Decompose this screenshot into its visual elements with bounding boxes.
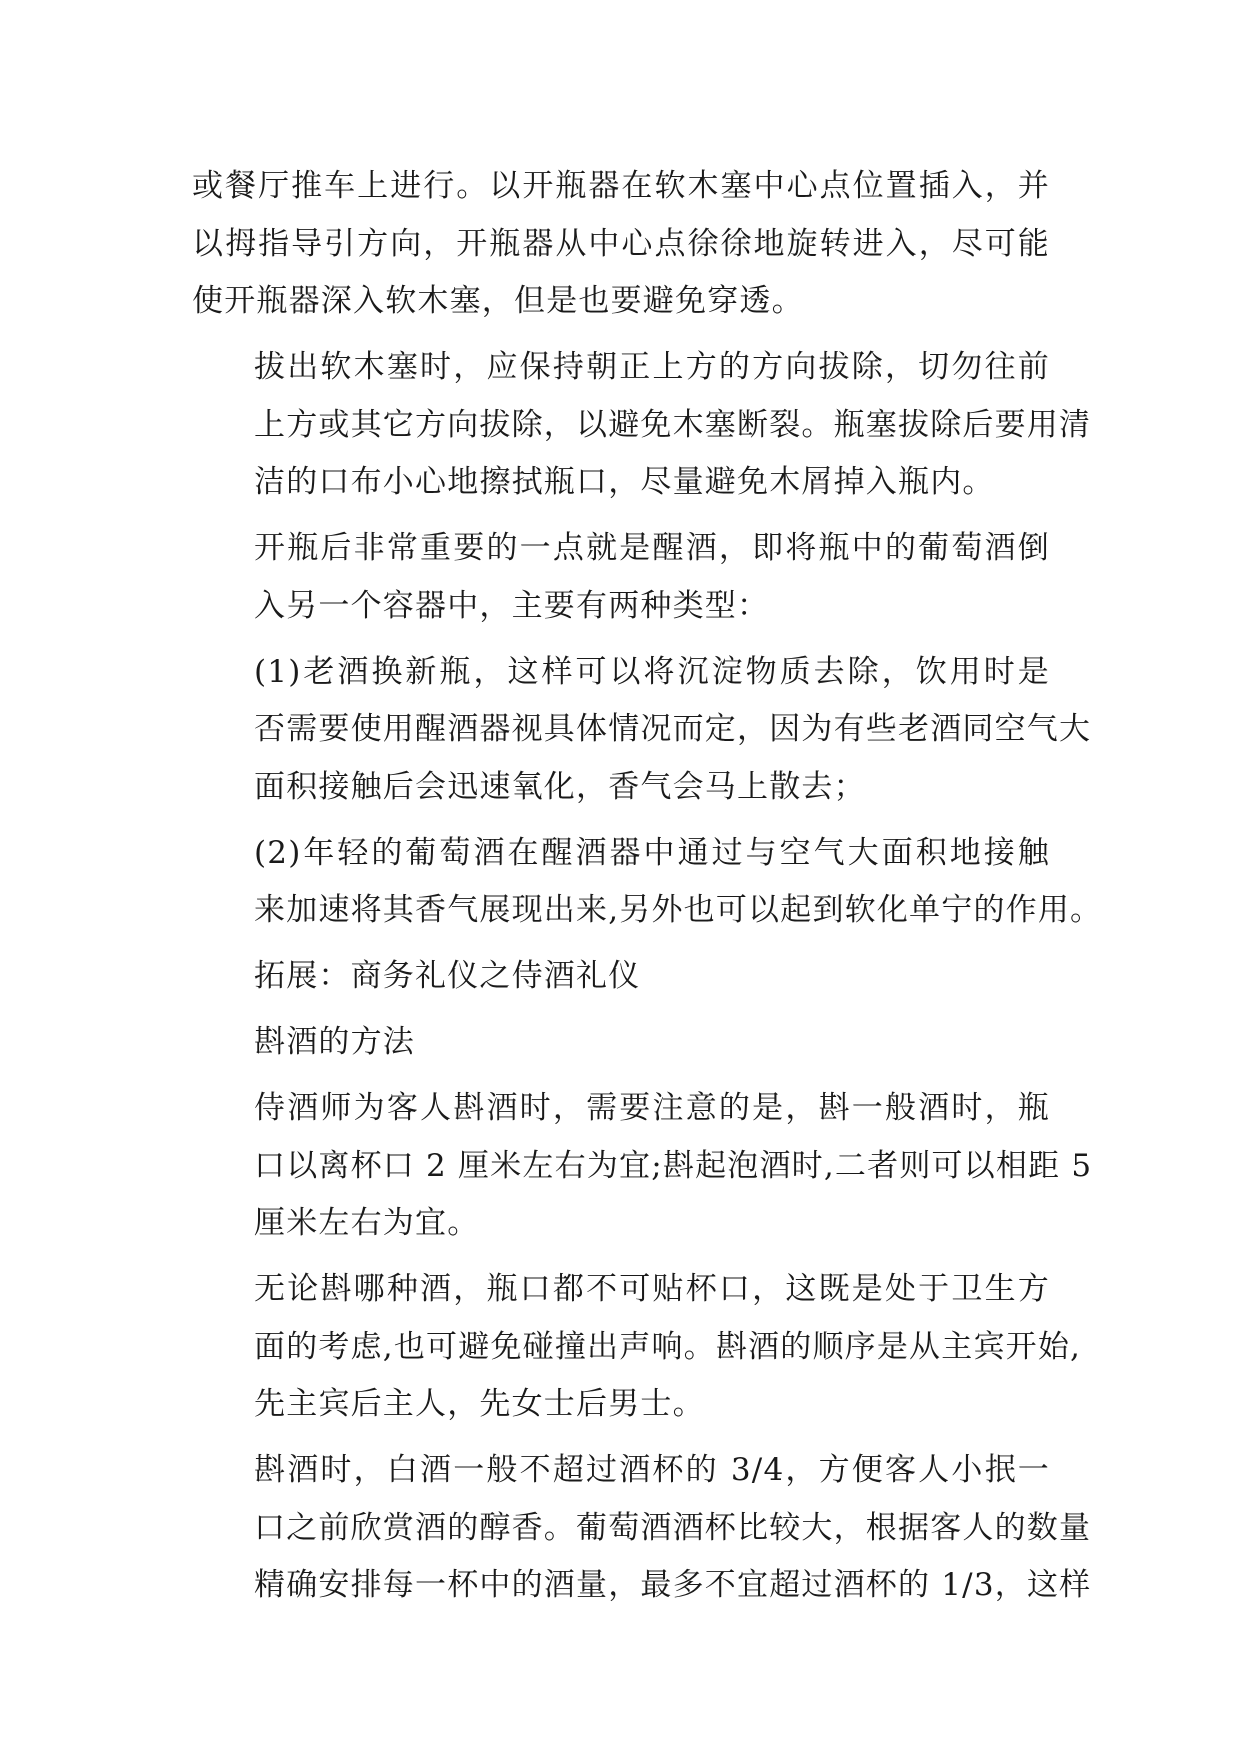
text-line: 来加速将其香气展现出来,另外也可以起到软化单宁的作用。 xyxy=(254,892,1103,928)
text-line: 侍酒师为客人斟酒时，需要注意的是，斟一般酒时，瓶 xyxy=(254,1090,1050,1126)
text-line: 先主宾后主人，先女士后男士。 xyxy=(254,1386,705,1422)
text-line: 斟酒的方法 xyxy=(254,1024,415,1060)
paragraph-decanting xyxy=(192,520,1050,635)
text-line: (1)老酒换新瓶，这样可以将沉淀物质去除，饮用时是 xyxy=(254,653,1050,690)
text-line: 洁的口布小心地擦拭瓶口，尽量避免木屑掉入瓶内。 xyxy=(254,464,995,500)
text-line: 否需要使用醒酒器视具体情况而定，因为有些老酒同空气大 xyxy=(254,711,1092,747)
paragraph-opening-corkscrew xyxy=(192,158,1050,331)
paragraph-pulling-cork xyxy=(192,339,1092,512)
text-line: 入另一个容器中，主要有两种类型： xyxy=(254,587,770,624)
text-line: 精确安排每一杯中的酒量，最多不宜超过酒杯的 1/3，这样 xyxy=(254,1567,1092,1603)
text-line: 拔出软木塞时，应保持朝正上方的方向拔除，切勿往前 xyxy=(254,349,1050,385)
text-line: 口之前欣赏酒的醇香。葡萄酒酒杯比较大，根据客人的数量 xyxy=(254,1509,1092,1546)
paragraph-old-wine xyxy=(192,644,1092,817)
text-line: 以拇指导引方向，开瓶器从中心点徐徐地旋转进入，尽可能 xyxy=(192,225,1050,262)
text-line: 无论斟哪种酒，瓶口都不可贴杯口，这既是处于卫生方 xyxy=(254,1271,1050,1307)
text-line: 开瓶后非常重要的一点就是醒酒，即将瓶中的葡萄酒倒 xyxy=(254,530,1050,566)
paragraph-pouring-distance xyxy=(192,1080,1093,1253)
paragraph-young-wine xyxy=(192,825,1103,940)
text-line: 拓展：商务礼仪之侍酒礼仪 xyxy=(254,958,641,994)
document-body xyxy=(192,158,1103,1623)
text-line: 厘米左右为宜。 xyxy=(254,1205,480,1241)
text-line: 使开瓶器深入软木塞，但是也要避免穿透。 xyxy=(192,283,804,319)
text-line: (2)年轻的葡萄酒在醒酒器中通过与空气大面积地接触 xyxy=(254,834,1050,871)
subheading-pouring-method xyxy=(192,1014,1050,1072)
text-line: 上方或其它方向拔除，以避免木塞断裂。瓶塞拔除后要用清 xyxy=(254,406,1092,443)
text-line: 斟酒时，白酒一般不超过酒杯的 3/4，方便客人小抿一 xyxy=(254,1452,1050,1488)
section-heading-expansion xyxy=(192,948,1050,1006)
text-line: 面积接触后会迅速氧化，香气会马上散去； xyxy=(254,768,866,805)
paragraph-pouring-order xyxy=(192,1261,1082,1434)
text-line: 口以离杯口 2 厘米左右为宜;斟起泡酒时,二者则可以相距 5 xyxy=(254,1147,1093,1184)
paragraph-pouring-amount xyxy=(192,1442,1092,1615)
text-line: 或餐厅推车上进行。以开瓶器在软木塞中心点位置插入，并 xyxy=(192,168,1050,204)
text-line: 面的考虑,也可避免碰撞出声响。斟酒的顺序是从主宾开始, xyxy=(254,1328,1082,1365)
